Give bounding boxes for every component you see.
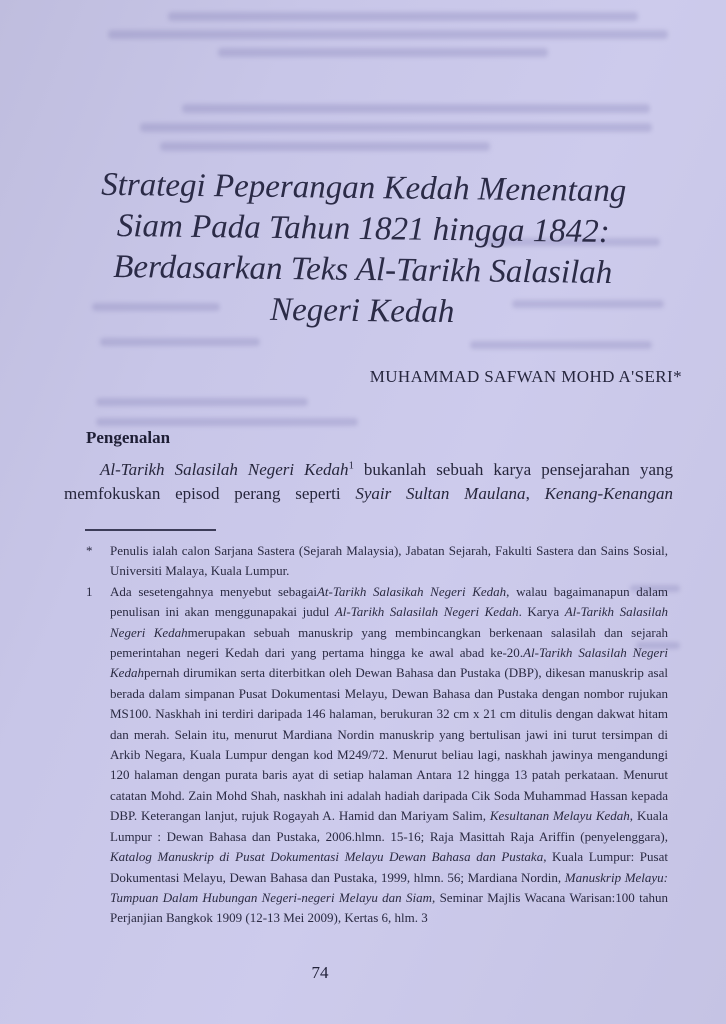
text-segment: memfokuskan episod perang seperti (64, 484, 356, 503)
bleed-through-line (168, 12, 638, 21)
text-segment: Al-Tarikh Salasilah Negeri Kedah (100, 460, 349, 479)
text-segment: , Seminar Majlis Wacana Warisan:100 tahun Perjanjian Bangkok 1909 (12-13 Mei 2009), Kertas 6, hlm. 3 (110, 889, 668, 926)
bleed-through-line (100, 338, 260, 346)
bleed-through-line (160, 142, 490, 151)
footnote-text (110, 541, 668, 582)
text-segment: Manuskrip Melayu: Tumpuan Dalam Hubungan Negeri-negeri Melayu dan Siam (110, 869, 669, 905)
text-segment: Kenang-Kenangan (544, 484, 674, 503)
footnote-1 (86, 582, 668, 929)
bleed-through-line (140, 123, 652, 132)
section-heading: Pengenalan (86, 428, 171, 447)
text-segment: , (525, 484, 545, 503)
article-title-line: Berdasarkan Teks Al-Tarikh Salasilah (113, 248, 613, 292)
article-title (27, 164, 699, 336)
bleed-through-line (108, 30, 668, 39)
text-segment: 1 (348, 460, 354, 472)
text-segment: Al-Tarikh Salasilah Negeri Kedah (110, 645, 668, 681)
article-title-line: Strategi Peperangan Kedah Menentang (100, 166, 627, 210)
text-segment: . Karya (518, 604, 565, 620)
text-segment: Syair Sultan Maulana (355, 484, 526, 503)
footnote-marker: * (86, 543, 93, 558)
page-number: 74 (311, 963, 329, 982)
text-segment: , Kuala Lumpur : Dewan Bahasa dan Pustaka, 2006.hlmn. 15-16; Raja Masittah Raja Ariffin (penyelenggara), (110, 808, 668, 844)
text-segment: Al-Tarikh Salasilah Negeri Kedah (334, 604, 519, 620)
bleed-through-line (96, 398, 308, 406)
footnote-text (110, 582, 668, 929)
text-segment: merupakan sebuah manuskrip yang membincangkan berkenaan salasilah dan sejarah pemerintahan negeri Kedah dari yang pertama hingga ke awal abad ke-20. (110, 624, 668, 661)
body-paragraph-line (64, 482, 673, 506)
author-name: MUHAMMAD SAFWAN MOHD A'SERI* (369, 367, 682, 386)
text-segment: Kesultanan Melayu Kedah (489, 808, 630, 824)
text-segment: bukanlah sebuah karya pensejarahan yang (353, 460, 673, 479)
footnote-separator (85, 529, 216, 531)
body-paragraph (64, 458, 673, 506)
bleed-through-line (96, 418, 358, 426)
article-title-line: Siam Pada Tahun 1821 hingga 1842: (116, 207, 610, 251)
text-segment: Katalog Manuskrip di Pusat Dokumentasi Melayu Dewan Bahasa dan Pustaka (110, 849, 544, 865)
bleed-through-line (218, 48, 548, 57)
article-title-line: Negeri Kedah (269, 291, 455, 331)
text-segment: Al-Tarikh Salasilah Negeri Kedah (110, 604, 668, 640)
footnote-asterisk (86, 541, 668, 582)
text-segment: pernah dirumikan serta diterbitkan oleh Dewan Bahasa dan Pustaka (DBP), dikesan manuskrip asal berada dalam simpanan Pusat Dokumentasi Melayu, Dewan Bahasa dan Pustaka dengan nombor rujukan MS100. Naskhah ini terdiri daripada 146 halaman, berukuran 32 cm x 21 cm ditulis dengan dakwat hitam dan merah. Selain itu, menurut Mardiana Nordin manuskrip yang bertulisan jawi ini turut tersimpan di Arkib Negara, Kuala Lumpur dengan kod M249/72. Menurut beliau lagi, naskhah jawinya mengandungi 120 halaman dengan purata baris ayat di setiap halaman Antara 12 hingga 13 patah perkataan. Menurut catatan Mohd. Zain Mohd Shah, naskhah ini adalah hadiah daripada Cik Soda Muhammad Hassan kepada DBP. Keterangan lanjut, rujuk Rogayah A. Hamid dan Mariyam Salim, (110, 665, 668, 824)
footnote-marker: 1 (86, 583, 93, 599)
text-segment: Ada sesetengahnya menyebut sebagai (110, 583, 317, 599)
text-segment: Penulis ialah calon Sarjana Sastera (Sejarah Malaysia), Jabatan Sejarah, Fakulti Sastera dan Sains Sosial, Universiti Malaya, Kuala Lumpur. (110, 543, 668, 579)
body-paragraph-line (64, 458, 673, 482)
bleed-through-line (470, 341, 652, 349)
text-segment: At-Tarikh Salasikah Negeri Kedah (316, 583, 507, 599)
text-segment: , walau bagaimanapun dalam penulisan ini akan menggunapakai judul (110, 583, 668, 620)
bleed-through-line (182, 104, 650, 113)
text-segment: , Kuala Lumpur: Pusat Dokumentasi Melayu, Dewan Bahasa dan Pustaka, 1999, hlmn. 56; Mardiana Nordin, (110, 849, 668, 885)
footnotes-section (86, 541, 668, 929)
